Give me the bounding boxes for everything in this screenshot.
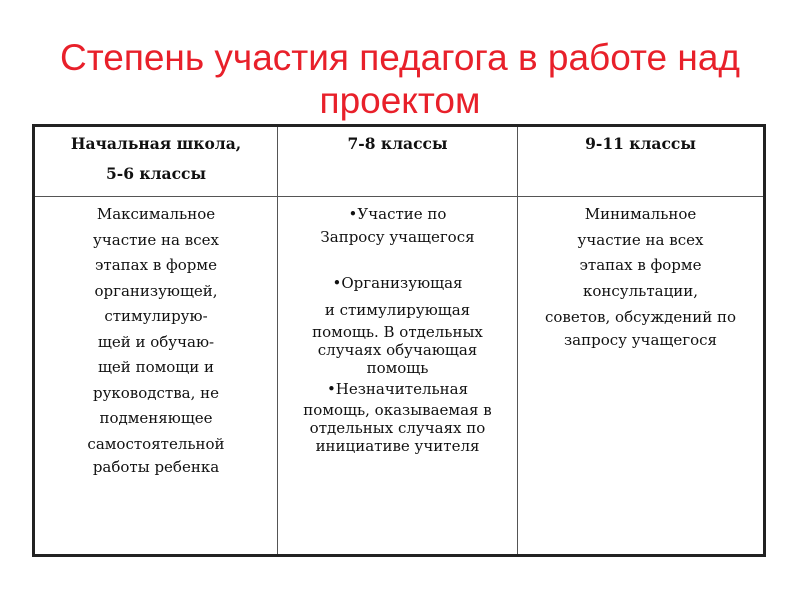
- cell-text-line: щей и обучаю-: [97, 332, 215, 351]
- bullet-organizing-line-1: •Организующая: [332, 274, 463, 292]
- participation-table: [32, 124, 766, 557]
- bullet-participation-line-1: •Участие по: [348, 205, 447, 223]
- slide-title: [0, 36, 800, 122]
- cell-text-line: участие на всех: [577, 230, 704, 249]
- bullet-participation-line-2: Запросу учащегося: [320, 228, 475, 246]
- bullet-minor-help-line-3: отдельных случаях по: [309, 419, 486, 437]
- table-body-row: [34, 197, 765, 556]
- bullet-organizing-line-5: помощь: [366, 359, 429, 377]
- bullet-organizing-line-3: помощь. В отдельных: [312, 323, 483, 341]
- cell-text-line: советов, обсуждений по: [544, 308, 737, 326]
- slide-title-line-2: проектом: [319, 80, 481, 121]
- cell-text-line: этапах в форме: [579, 256, 702, 274]
- cell-text-line: Минимальное: [584, 205, 697, 223]
- header-primary-school-line-2: 5-6 классы: [106, 164, 206, 183]
- cell-text-line: организующей,: [94, 281, 218, 300]
- bullet-organizing-line-2: и стимулирующая: [324, 301, 471, 319]
- cell-text-line: щей помощи и: [97, 358, 215, 376]
- bullet-minor-help-line-1: •Незначительная: [326, 380, 469, 398]
- cell-text-line: консультации,: [583, 281, 698, 300]
- cell-text-line: руководства, не: [92, 383, 220, 402]
- header-grades-7-8: 7-8 классы: [278, 126, 518, 197]
- cell-primary-school: [34, 197, 278, 556]
- cell-grades-7-8: [278, 197, 518, 556]
- cell-text-line: работы ребенка: [92, 458, 220, 476]
- header-primary-school: [34, 126, 278, 197]
- bullet-minor-help-line-2: помощь, оказываемая в: [303, 401, 492, 419]
- cell-text-line: запросу учащегося: [563, 331, 717, 349]
- header-primary-school-line-1: Начальная школа,: [70, 134, 242, 153]
- cell-text-line: участие на всех: [93, 230, 219, 249]
- cell-text-line: Максимальное: [96, 205, 216, 223]
- table-header-row: [34, 126, 765, 197]
- cell-text-line: подменяющее: [99, 409, 213, 427]
- cell-grades-9-11: [518, 197, 765, 556]
- header-grades-9-11: 9-11 классы: [518, 126, 765, 197]
- cell-text-line: самостоятельной: [87, 434, 225, 453]
- bullet-spacer: [281, 249, 514, 269]
- bullet-organizing-line-4: случаях обучающая: [317, 341, 478, 359]
- bullet-minor-help-line-4: инициативе учителя: [315, 437, 480, 455]
- cell-text-line: этапах в форме: [95, 256, 217, 274]
- cell-text-line: стимулирую-: [104, 307, 208, 325]
- slide-title-line-1: Степень участия педагога в работе над: [59, 37, 741, 78]
